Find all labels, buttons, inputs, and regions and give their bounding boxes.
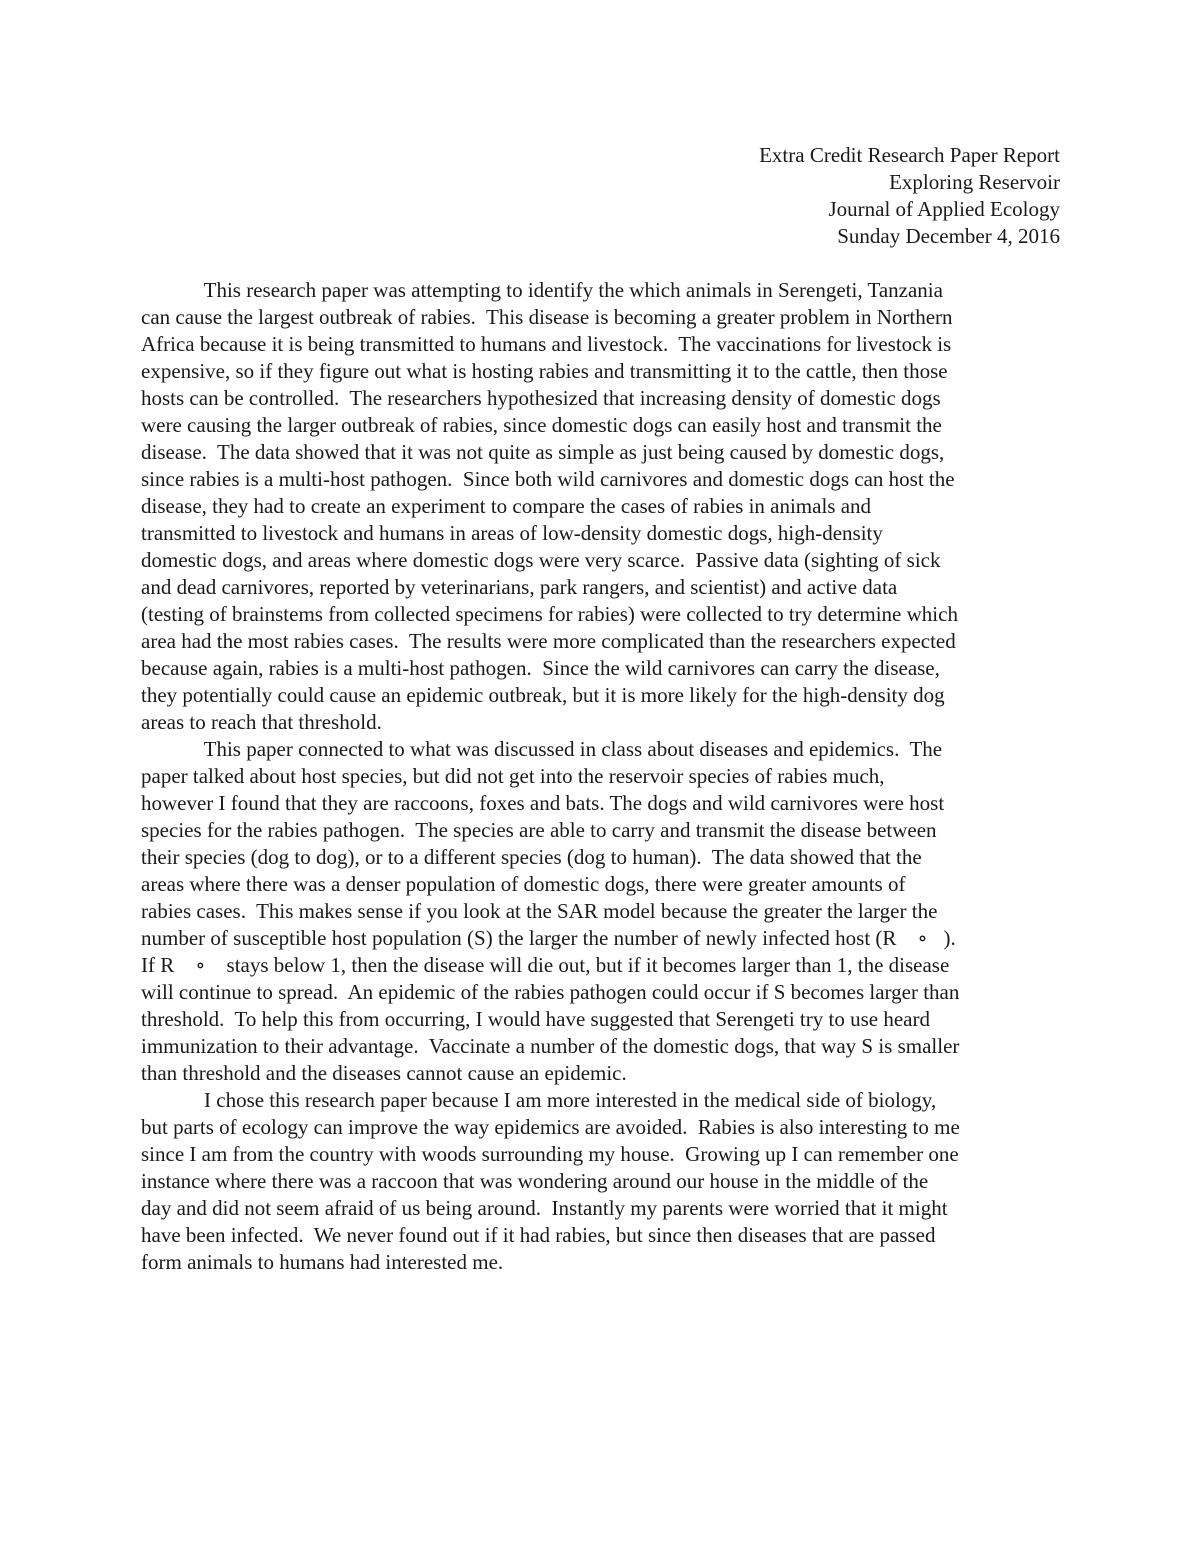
body-line: were causing the larger outbreak of rabies, since domestic dogs can easily host and transmit the	[141, 413, 942, 437]
body-line: since I am from the country with woods surrounding my house. Growing up I can remember one	[141, 1142, 959, 1166]
body-line: transmitted to livestock and humans in areas of low-density domestic dogs, high-density	[141, 521, 883, 545]
header-topic: Exploring Reservoir	[889, 170, 1060, 194]
body-line: they potentially could cause an epidemic outbreak, but it is more likely for the high-density dog	[141, 683, 945, 707]
body-line: than threshold and the diseases cannot cause an epidemic.	[141, 1061, 627, 1085]
report-body	[141, 277, 1067, 1276]
body-line: number of susceptible host population (S) the larger the number of newly infected host (R ∘ ).	[141, 926, 956, 950]
body-line: disease. The data showed that it was not quite as simple as just being caused by domestic dogs,	[141, 440, 945, 464]
body-line: disease, they had to create an experiment to compare the cases of rabies in animals and	[141, 494, 872, 518]
body-line: immunization to their advantage. Vaccinate a number of the domestic dogs, that way S is smaller	[141, 1034, 960, 1058]
body-line: instance where there was a raccoon that was wondering around our house in the middle of the	[141, 1169, 929, 1193]
body-line: will continue to spread. An epidemic of the rabies pathogen could occur if S becomes larger than	[141, 980, 960, 1004]
header-journal: Journal of Applied Ecology	[828, 197, 1060, 221]
body-line: areas to reach that threshold.	[141, 710, 382, 734]
body-line: Africa because it is being transmitted to humans and livestock. The vaccinations for livestock is	[141, 332, 952, 356]
body-line: area had the most rabies cases. The results were more complicated than the researchers expected	[141, 629, 956, 653]
report-header	[600, 142, 1060, 250]
body-line: their species (dog to dog), or to a different species (dog to human). The data showed that the	[141, 845, 922, 869]
body-line: day and did not seem afraid of us being around. Instantly my parents were worried that it might	[141, 1196, 948, 1220]
body-line: I chose this research paper because I am more interested in the medical side of biology,	[141, 1088, 937, 1112]
body-line: species for the rabies pathogen. The species are able to carry and transmit the disease between	[141, 818, 937, 842]
body-line: areas where there was a denser population of domestic dogs, there were greater amounts of	[141, 872, 906, 896]
body-line: rabies cases. This makes sense if you look at the SAR model because the greater the larger the	[141, 899, 938, 923]
body-line: If R ∘ stays below 1, then the disease will die out, but if it becomes larger than 1, the disease	[141, 953, 950, 977]
body-line: can cause the largest outbreak of rabies. This disease is becoming a greater problem in Northern	[141, 305, 953, 329]
header-title: Extra Credit Research Paper Report	[759, 143, 1060, 167]
body-line: have been infected. We never found out if it had rabies, but since then diseases that are passed	[141, 1223, 936, 1247]
body-line: expensive, so if they figure out what is hosting rabies and transmitting it to the cattle, then those	[141, 359, 948, 383]
body-line: hosts can be controlled. The researchers hypothesized that increasing density of domestic dogs	[141, 386, 941, 410]
body-line: paper talked about host species, but did not get into the reservoir species of rabies much,	[141, 764, 885, 788]
body-line: This paper connected to what was discussed in class about diseases and epidemics. The	[141, 737, 943, 761]
body-line: because again, rabies is a multi-host pathogen. Since the wild carnivores can carry the disease,	[141, 656, 940, 680]
body-line: (testing of brainstems from collected specimens for rabies) were collected to try determine which	[141, 602, 958, 626]
body-line: since rabies is a multi-host pathogen. Since both wild carnivores and domestic dogs can host the	[141, 467, 955, 491]
body-line: This research paper was attempting to identify the which animals in Serengeti, Tanzania	[141, 278, 943, 302]
body-line: but parts of ecology can improve the way epidemics are avoided. Rabies is also interesting to me	[141, 1115, 960, 1139]
header-date: Sunday December 4, 2016	[837, 224, 1060, 248]
body-line: threshold. To help this from occurring, I would have suggested that Serengeti try to use heard	[141, 1007, 930, 1031]
body-line: however I found that they are raccoons, foxes and bats. The dogs and wild carnivores were host	[141, 791, 945, 815]
body-line: form animals to humans had interested me.	[141, 1250, 504, 1274]
body-line: and dead carnivores, reported by veterinarians, park rangers, and scientist) and active data	[141, 575, 898, 599]
body-line: domestic dogs, and areas where domestic dogs were very scarce. Passive data (sighting of sick	[141, 548, 941, 572]
